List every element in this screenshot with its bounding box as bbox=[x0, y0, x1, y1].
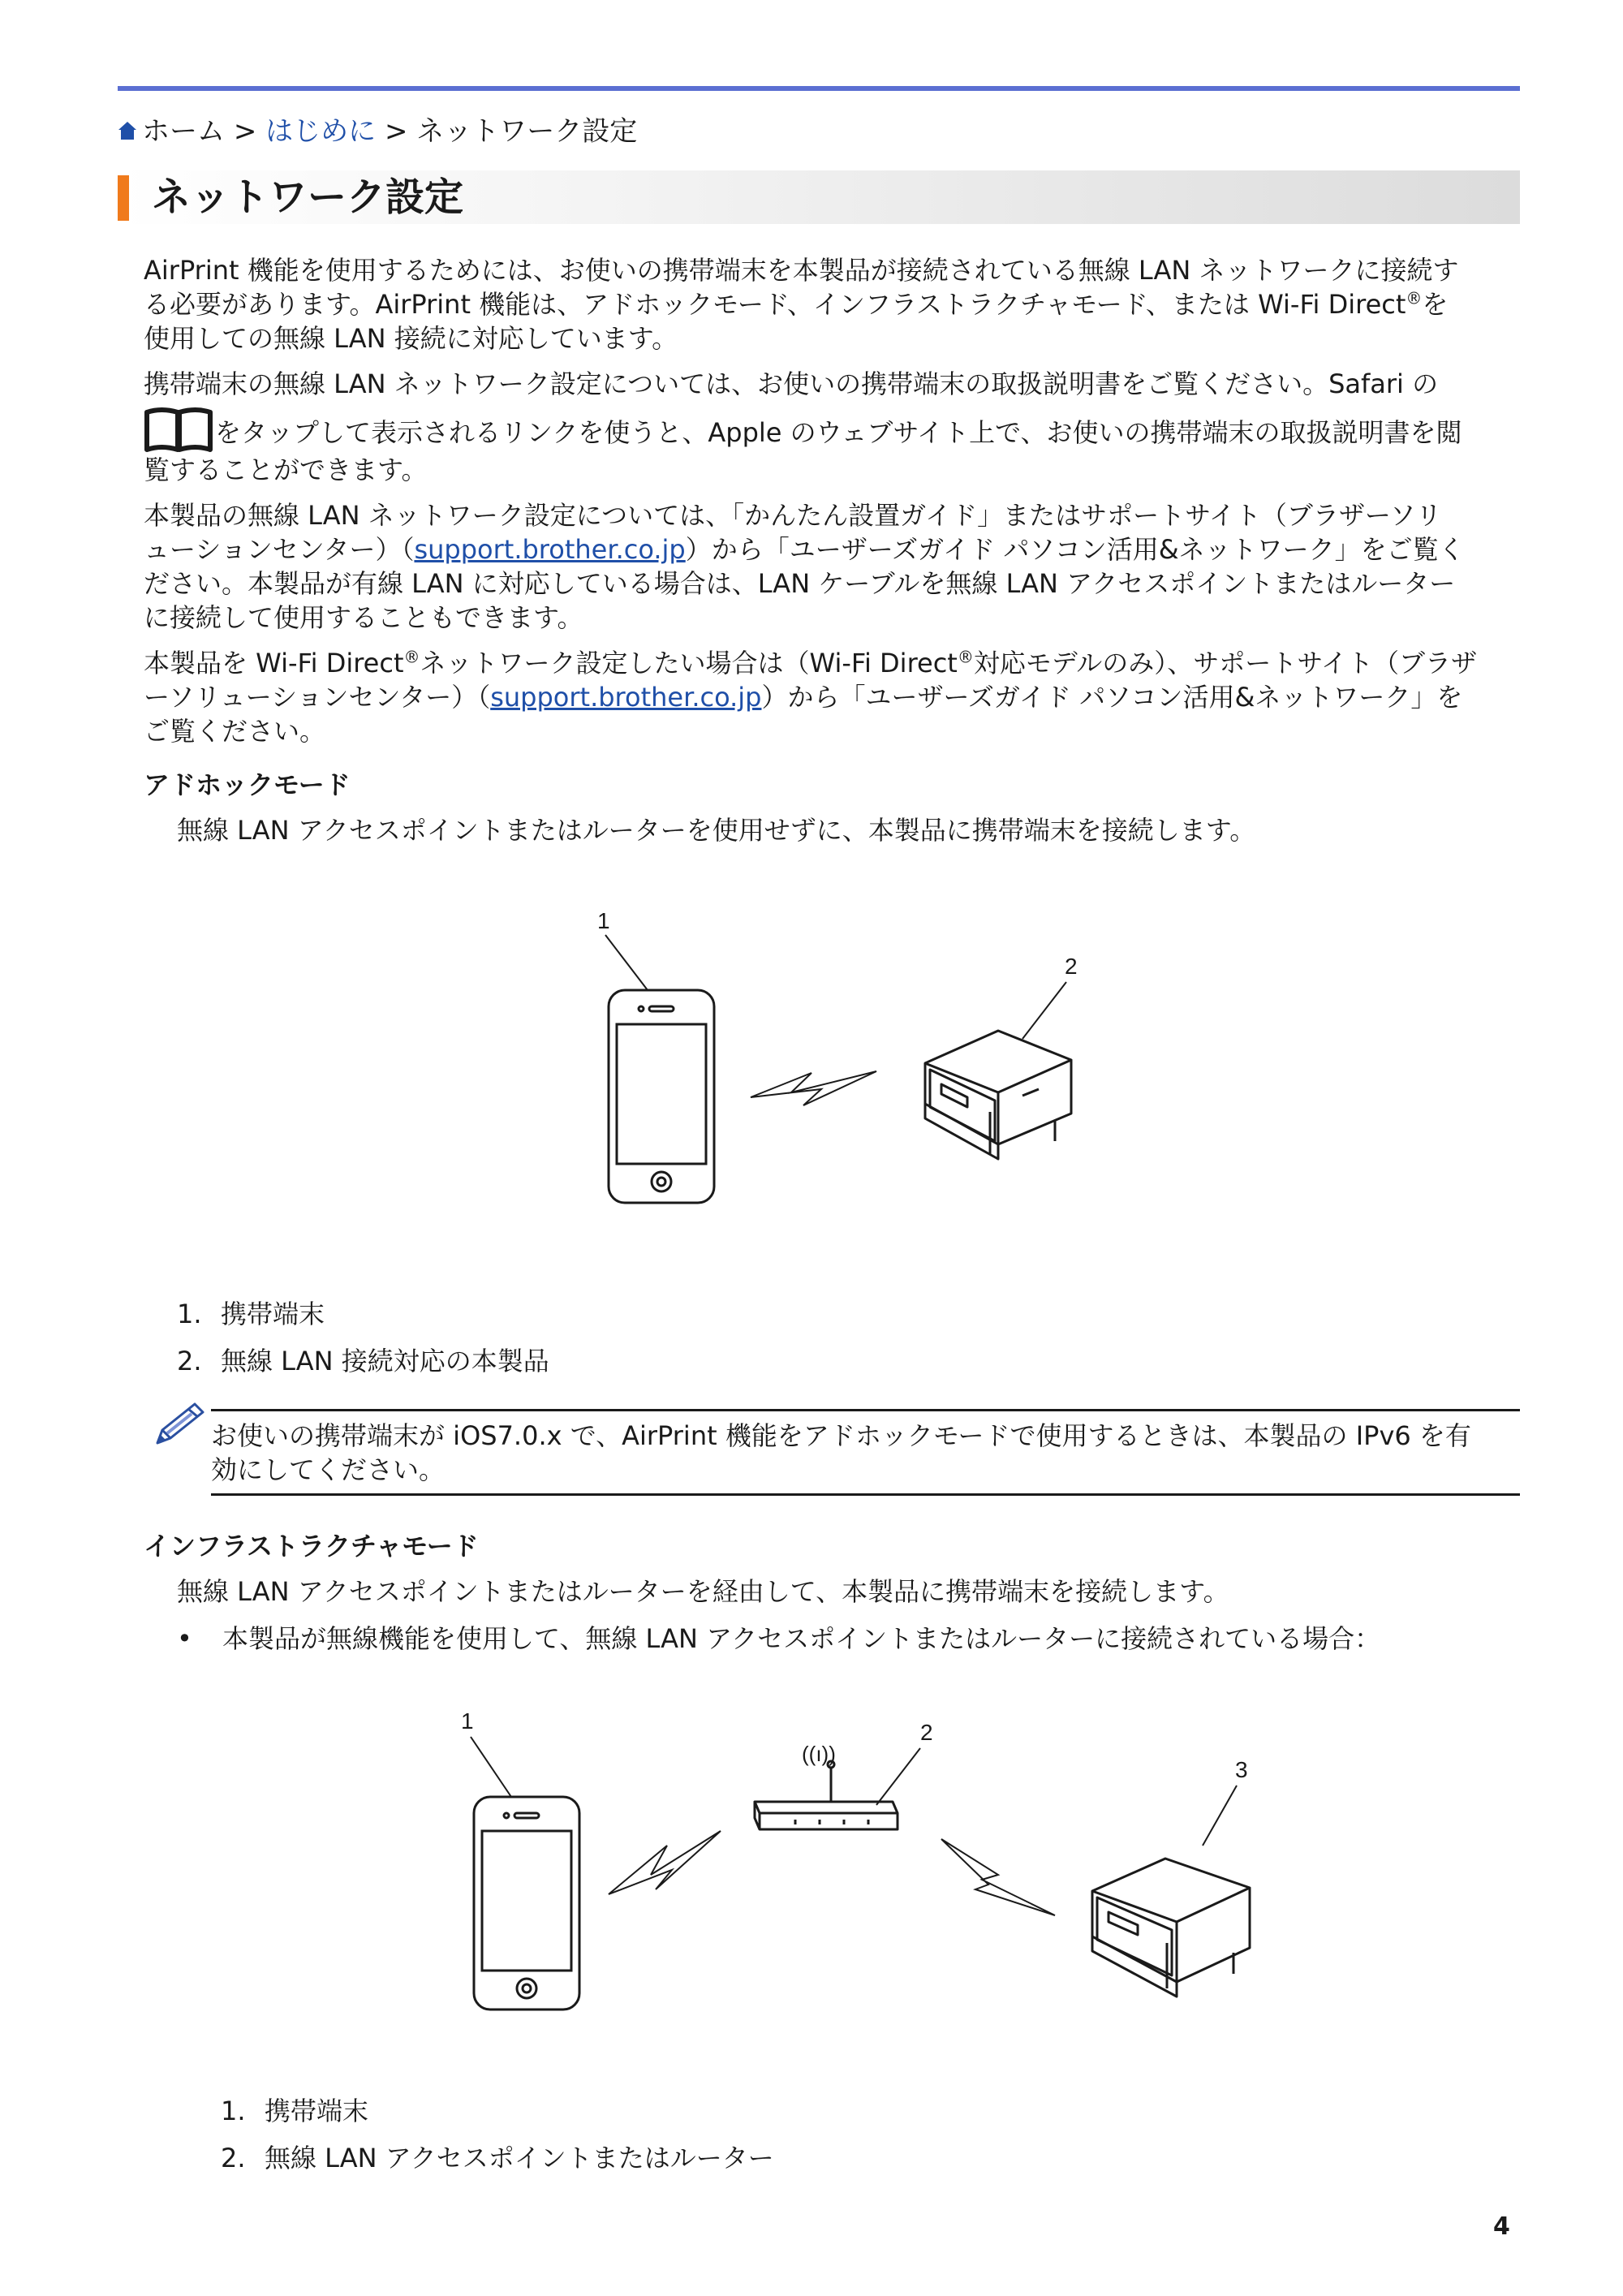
text-line: 携帯端末の無線 LAN ネットワーク設定については、お使いの携帯端末の取扱説明書をご覧ください。Safari の bbox=[144, 368, 1439, 399]
intro-paragraph-4 bbox=[144, 646, 1520, 748]
callout-2: 2 bbox=[1065, 954, 1078, 979]
text-line: 本製品の無線 LAN ネットワーク設定については、「かんたん設置ガイド」またはサポートサイト（ブラザーソリ bbox=[144, 500, 1442, 531]
router-icon bbox=[755, 1742, 898, 1829]
registered-mark: ® bbox=[403, 647, 420, 667]
infra-bullet: • 本製品が無線機能を使用して、無線 LAN アクセスポイントまたはルーターに接続されている場合： bbox=[177, 1623, 1381, 1654]
breadcrumb-separator: > bbox=[384, 115, 408, 148]
home-icon[interactable] bbox=[118, 119, 137, 142]
wireless-signal-icon bbox=[609, 1831, 721, 1894]
infra-diagram bbox=[438, 1699, 1298, 2024]
text-line: をタップして表示されるリンクを使うと、Apple のウェブサイト上で、お使いの携帯端末の取扱説明書を閲 bbox=[144, 406, 1520, 453]
text-line: AirPrint 機能を使用するためには、お使いの携帯端末を本製品が接続されている無線 LAN ネットワークに接続す bbox=[144, 255, 1459, 286]
top-rule bbox=[118, 86, 1520, 91]
infra-heading: インフラストラクチャモード bbox=[144, 1531, 479, 1562]
infra-description: 無線 LAN アクセスポイントまたはルーターを経由して、本製品に携帯端末を接続します。 bbox=[177, 1576, 1229, 1607]
callout-line-1 bbox=[471, 1737, 511, 1797]
text-line: る必要があります。AirPrint 機能は、アドホックモード、インフラストラクチャモード、または Wi-Fi Direct®を bbox=[144, 288, 1449, 320]
page-title: ネットワーク設定 bbox=[152, 174, 464, 220]
callout-2: 2 bbox=[920, 1720, 933, 1745]
callout-line-3 bbox=[1203, 1786, 1237, 1846]
callout-1: 1 bbox=[461, 1708, 474, 1734]
registered-mark: ® bbox=[1406, 288, 1423, 308]
text-line: ご覧ください。 bbox=[144, 716, 326, 747]
book-icon bbox=[144, 406, 213, 453]
breadcrumb-separator: > bbox=[233, 115, 257, 148]
bullet-mark: • bbox=[177, 1623, 192, 1654]
breadcrumb-current: ネットワーク設定 bbox=[416, 115, 638, 148]
intro-paragraph-2 bbox=[144, 367, 1520, 487]
text-line: に接続して使用することもできます。 bbox=[144, 602, 583, 633]
text-line: ューションセンター）（support.brother.co.jp）から「ユーザーズガイド パソコン活用&ネットワーク」をご覧く bbox=[144, 534, 1465, 565]
adhoc-description: 無線 LAN アクセスポイントまたはルーターを使用せずに、本製品に携帯端末を接続します。 bbox=[177, 815, 1256, 846]
intro-paragraph-1 bbox=[144, 253, 1520, 355]
text-line: 本製品を Wi-Fi Direct®ネットワーク設定したい場合は（Wi-Fi Direct®対応モデルのみ）、サポートサイト（ブラザ bbox=[144, 647, 1478, 678]
intro-paragraph-3 bbox=[144, 498, 1520, 635]
smartphone-icon bbox=[609, 990, 714, 1203]
infra-list-item: 2. 無線 LAN アクセスポイントまたはルーター bbox=[221, 2143, 774, 2173]
adhoc-diagram bbox=[568, 901, 1120, 1217]
text-line: 覧することができます。 bbox=[144, 454, 428, 485]
callout-3: 3 bbox=[1235, 1757, 1248, 1782]
breadcrumb-link-hajimeni[interactable]: はじめに bbox=[265, 115, 377, 148]
text-line: ーソリューションセンター）（support.brother.co.jp）から「ユーザーズガイド パソコン活用&ネットワーク」を bbox=[144, 682, 1463, 713]
title-bar bbox=[118, 170, 1520, 224]
callout-line-2 bbox=[1022, 982, 1066, 1039]
title-accent-bar bbox=[118, 175, 129, 221]
wireless-signal-icon bbox=[751, 1071, 876, 1105]
text-line: 使用しての無線 LAN 接続に対応しています。 bbox=[144, 323, 678, 354]
support-link[interactable]: support.brother.co.jp bbox=[414, 534, 686, 565]
breadcrumb-home[interactable]: ホーム bbox=[142, 115, 225, 148]
text-line: ださい。本製品が有線 LAN に対応している場合は、LAN ケーブルを無線 LAN アクセスポイントまたはルーター bbox=[144, 568, 1456, 599]
adhoc-heading: アドホックモード bbox=[144, 769, 351, 800]
router-signal-symbol: ((ı)) bbox=[802, 1742, 836, 1766]
text-line: お使いの携帯端末が iOS7.0.x で、AirPrint 機能をアドホックモードで使用するときは、本製品の IPv6 を有 bbox=[211, 1420, 1471, 1451]
adhoc-list-item: 2. 無線 LAN 接続対応の本製品 bbox=[177, 1346, 549, 1376]
adhoc-list-item: 1. 携帯端末 bbox=[177, 1299, 325, 1329]
page-number: 4 bbox=[1493, 2212, 1510, 2241]
registered-mark: ® bbox=[957, 647, 974, 667]
callout-line-1 bbox=[605, 935, 648, 990]
callout-line-2 bbox=[876, 1748, 920, 1805]
printer-icon bbox=[1092, 1859, 1250, 1997]
printer-icon bbox=[925, 1031, 1071, 1159]
wireless-signal-icon bbox=[941, 1839, 1055, 1915]
note-top-rule bbox=[211, 1409, 1520, 1411]
support-link[interactable]: support.brother.co.jp bbox=[490, 682, 762, 713]
text-line: 効にしてください。 bbox=[211, 1454, 446, 1485]
note-text bbox=[211, 1419, 1520, 1487]
callout-1: 1 bbox=[597, 908, 610, 933]
smartphone-icon bbox=[474, 1797, 579, 2010]
breadcrumb bbox=[118, 114, 637, 149]
infra-list-item: 1. 携帯端末 bbox=[221, 2096, 369, 2126]
pencil-note-icon bbox=[151, 1399, 209, 1451]
note-bottom-rule bbox=[211, 1493, 1520, 1496]
